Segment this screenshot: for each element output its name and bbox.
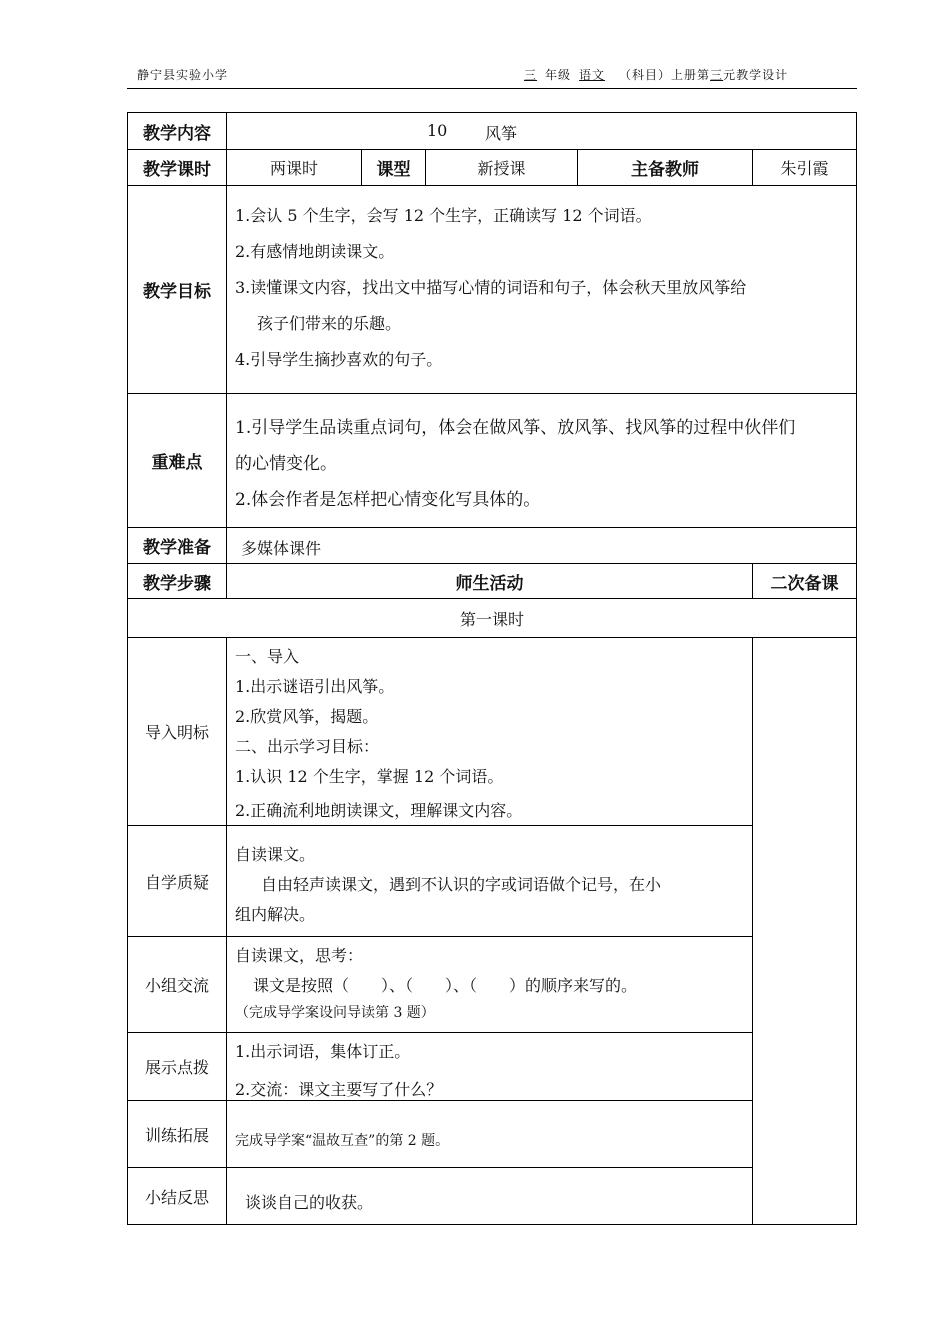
hours-value: 两课时: [226, 149, 362, 186]
step-content: [226, 637, 753, 826]
objective-item: 2.有感情地朗读课文。: [235, 242, 395, 261]
type-value: 新授课: [425, 149, 578, 186]
objectives-cell: [226, 185, 857, 394]
objective-item: 4.引导学生摘抄喜欢的句子。: [235, 350, 443, 369]
preparation-value: 多媒体课件: [226, 527, 857, 564]
step-name: 训练拓展: [127, 1100, 227, 1168]
objective-item: 孩子们带来的乐趣。: [257, 314, 402, 333]
label-hours: 教学课时: [127, 149, 227, 186]
label-activity: 师生活动: [226, 563, 753, 599]
period-title: 第一课时: [127, 598, 857, 638]
step-line: 2.正确流利地朗读课文，理解课文内容。: [235, 801, 523, 820]
school-name: 静宁县实验小学: [137, 68, 229, 82]
step-line: 1.出示词语，集体订正。: [235, 1042, 411, 1061]
label-objectives: 教学目标: [127, 185, 227, 394]
step-line: 1.出示谜语引出风筝。: [235, 677, 395, 696]
step-line: 课文是按照（ ）、（ ）、（ ）的顺序来写的。: [253, 976, 638, 995]
grade-field: 三: [524, 68, 538, 82]
step-line: 2.交流：课文主要写了什么？: [235, 1080, 443, 1099]
step-line: 自读课文，思考：: [235, 946, 364, 965]
step-line: 组内解决。: [235, 905, 316, 924]
step-content: [226, 825, 753, 937]
key-point-item: 的心情变化。: [235, 454, 337, 474]
step-content: [226, 1100, 753, 1168]
step-line: （完成导学案设问导读第 3 题）: [235, 1005, 435, 1021]
key-points-cell: [226, 393, 857, 528]
step-content: [226, 936, 753, 1033]
lesson-title-cell: [226, 112, 857, 150]
header-rule: [127, 88, 857, 89]
step-content: [226, 1032, 753, 1101]
step-name: 导入明标: [127, 637, 227, 826]
objective-item: 1.会认 5 个生字，会写 12 个生字，正确读写 12 个词语。: [235, 206, 652, 225]
step-line: 自由轻声读课文，遇到不认识的字或词语做个记号，在小: [261, 875, 662, 894]
label-type: 课型: [361, 149, 426, 186]
step-name: 展示点拨: [127, 1032, 227, 1101]
label-content: 教学内容: [127, 112, 227, 150]
document-subtitle: 三 年级 语文 （科目）上册第三元教学设计: [500, 66, 788, 83]
step-name: 自学质疑: [127, 825, 227, 937]
step-name: 小结反思: [127, 1167, 227, 1225]
step-line: 谈谈自己的收获。: [245, 1193, 374, 1212]
step-content: [226, 1167, 753, 1225]
step-line: 二、出示学习目标：: [235, 737, 380, 756]
second-prep-column: [752, 637, 857, 1225]
objective-item: 3.读懂课文内容，找出文中描写心情的词语和句子，体会秋天里放风筝给: [235, 278, 747, 297]
subject-field: 语文: [579, 68, 606, 82]
step-line: 完成导学案“温故互查”的第 2 题。: [235, 1133, 450, 1149]
lesson-number: 10: [427, 121, 448, 140]
unit-field: 三: [710, 68, 724, 82]
label-preparation: 教学准备: [127, 527, 227, 564]
key-point-item: 1.引导学生品读重点词句，体会在做风筝、放风筝、找风筝的过程中伙伴们: [235, 418, 796, 438]
step-line: 自读课文。: [235, 845, 316, 864]
label-key-points: 重难点: [127, 393, 227, 528]
label-steps: 教学步骤: [127, 563, 227, 599]
lesson-title: 风筝: [485, 124, 518, 143]
key-point-item: 2.体会作者是怎样把心情变化写具体的。: [235, 490, 541, 510]
teacher-value: 朱引霞: [752, 149, 857, 186]
label-second-prep: 二次备课: [752, 563, 857, 599]
step-line: 一、导入: [235, 647, 300, 666]
step-line: 2.欣赏风筝，揭题。: [235, 707, 379, 726]
step-name: 小组交流: [127, 936, 227, 1033]
step-line: 1.认识 12 个生字，掌握 12 个词语。: [235, 767, 504, 786]
label-teacher: 主备教师: [577, 149, 753, 186]
